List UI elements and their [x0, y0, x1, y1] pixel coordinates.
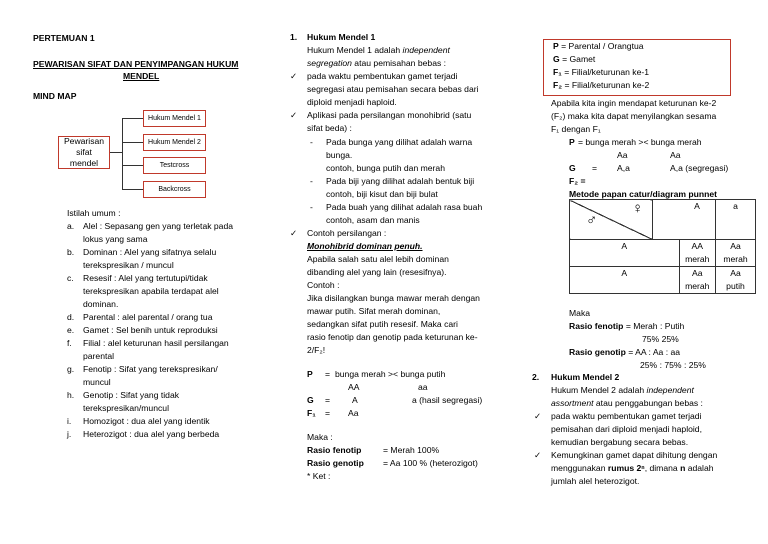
- punnet-cell: Aa merah: [679, 267, 716, 294]
- legend-item: F₁ = Filial/keturunan ke-1: [553, 67, 649, 77]
- definition-line: Hukum Mendel 2 adalah independent: [551, 385, 694, 395]
- mindmap-label: MIND MAP: [33, 91, 77, 101]
- dash-line: contoh, bunga putih dan merah: [326, 163, 445, 173]
- mindmap-connector: [122, 142, 143, 143]
- maka-label: Maka :: [307, 432, 333, 442]
- rasio-fenotip-percent: 75% 25%: [642, 334, 679, 344]
- punnet-col-header: a: [716, 200, 756, 240]
- punnet-spacer-cell: [653, 200, 680, 240]
- istilah-marker: j.: [67, 429, 72, 439]
- bullet-line: pada waktu pembentukan gamet terjadi: [307, 71, 458, 81]
- istilah-line: muncul: [83, 377, 111, 387]
- istilah-line: Dominan : Alel yang sifatnya selalu: [83, 247, 217, 257]
- dash-marker: -: [310, 202, 313, 212]
- mindmap-node-backcross: Backcross: [143, 181, 206, 198]
- intro-line: Apabila kita ingin mendapat keturunan ke-2: [551, 98, 717, 108]
- dash-marker: -: [310, 176, 313, 186]
- cross-gamete: a (hasil segregasi): [412, 395, 483, 405]
- cross-p-text: bunga merah >< bunga putih: [335, 369, 446, 379]
- cross-genotype: AA: [348, 382, 360, 392]
- dash-line: Pada buah yang dilihat adalah rasa buah: [326, 202, 483, 212]
- istilah-marker: g.: [67, 364, 75, 374]
- rasio-genotip-line: Rasio genotip = AA : Aa : aa: [569, 347, 681, 357]
- istilah-line: Resesif : Alel yang tertutupi/tidak: [83, 273, 208, 283]
- example-line: Contoh :: [307, 280, 340, 290]
- keterangan: * Ket :: [307, 471, 331, 481]
- dash-line: Pada bunga yang dilihat adalah warna: [326, 137, 473, 147]
- check-icon: ✓: [290, 228, 298, 238]
- rasio-genotip-percent: 25% : 75% : 25%: [640, 360, 706, 370]
- istilah-marker: b.: [67, 247, 75, 257]
- punnet-cell: Aa merah: [716, 240, 756, 267]
- bullet-line: pada waktu pembentukan gamet terjadi: [551, 411, 702, 421]
- cross2-genotype: Aa: [670, 150, 681, 160]
- female-symbol-icon: ♀: [632, 200, 644, 217]
- punnet-row-header: A: [570, 240, 680, 267]
- istilah-marker: a.: [67, 221, 75, 231]
- mindmap-node-testcross: Testcross: [143, 157, 206, 174]
- istilah-line: Gamet : Sel benih untuk reproduksi: [83, 325, 218, 335]
- dash-marker: -: [310, 137, 313, 147]
- cross2-g-label: G: [569, 163, 576, 173]
- example-line: rasio fenotip dan genotip pada keturunan ke-: [307, 332, 478, 342]
- cross-gamete: A: [352, 395, 358, 405]
- document-title: PEWARISAN SIFAT DAN PENYIMPANGAN HUKUM: [33, 59, 239, 69]
- istilah-line: Parental : alel parental / orang tua: [83, 312, 213, 322]
- cross-f1: Aa: [348, 408, 359, 418]
- istilah-line: parental: [83, 351, 115, 361]
- dash-line: contoh, biji kisut dan biji bulat: [326, 189, 438, 199]
- istilah-marker: c.: [67, 273, 74, 283]
- punnet-cell: AA merah: [679, 240, 716, 267]
- example-line: Apabila salah satu alel lebih dominan: [307, 254, 449, 264]
- maka-label: Maka: [569, 308, 591, 318]
- istilah-line: terekspresikan / muncul: [83, 260, 174, 270]
- male-symbol-icon: ♂: [586, 212, 598, 229]
- cross-f1-label: F₁: [307, 408, 316, 418]
- istilah-title: Istilah umum :: [67, 208, 121, 218]
- cross2-p-label: P: [569, 137, 575, 147]
- legend-item: P = Parental / Orangtua: [553, 41, 644, 51]
- example-line: 2/F₂!: [307, 345, 326, 355]
- check-icon: ✓: [290, 71, 298, 81]
- mindmap-connector: [122, 118, 143, 119]
- example-line: mawar putih. Sifat merah dominan,: [307, 306, 441, 316]
- check-icon: ✓: [534, 411, 542, 421]
- section-number: 1.: [290, 32, 298, 42]
- cross2-gamete: A,a (segregasi): [670, 163, 729, 173]
- check-icon: ✓: [290, 110, 298, 120]
- bullet-line: jumlah alel heterozigot.: [551, 476, 640, 486]
- cross-genotype: aa: [418, 382, 428, 392]
- mindmap-connector: [122, 118, 123, 190]
- istilah-line: Filial : alel keturunan hasil persilangan: [83, 338, 229, 348]
- istilah-line: dominan.: [83, 299, 119, 309]
- punnet-cell: Aa putih: [716, 267, 756, 294]
- cross2-genotype: Aa: [617, 150, 628, 160]
- cross-eq: =: [325, 395, 331, 405]
- cross-g-label: G: [307, 395, 314, 405]
- mindmap-node-hukum-mendel-2: Hukum Mendel 2: [143, 134, 206, 151]
- example-line: dibanding alel yang lain (resesifnya).: [307, 267, 447, 277]
- intro-line: F₁ dengan F₁: [551, 124, 601, 134]
- cross2-f2-label: F₂ =: [569, 176, 586, 186]
- example-line: Jika disilangkan bunga mawar merah dengan: [307, 293, 480, 303]
- punnet-corner-cell: [570, 200, 653, 240]
- mindmap-connector: [109, 152, 122, 153]
- mindmap-center-node: Pewarisan sifat mendel: [58, 136, 110, 169]
- definition-line: Hukum Mendel 1 adalah independent: [307, 45, 450, 55]
- bullet-line: segregasi atau pemisahan secara bebas dari: [307, 84, 479, 94]
- bullet-line: Kemungkinan gamet dapat dihitung dengan: [551, 450, 718, 460]
- punnet-title: Metode papan catur/diagram punnet: [569, 189, 718, 199]
- legend-item: G = Gamet: [553, 54, 596, 64]
- legend-box: [543, 39, 731, 96]
- mindmap-connector: [122, 189, 143, 190]
- istilah-line: Fenotip : Sifat yang terekspresikan/: [83, 364, 218, 374]
- punnet-row-header: A: [570, 267, 680, 294]
- section-title-hukum-mendel-2: Hukum Mendel 2: [551, 372, 620, 382]
- example-line: sedangkan sifat putih resesif. Maka cari: [307, 319, 458, 329]
- document-title-line2: MENDEL: [123, 71, 160, 81]
- bullet-line: menggunakan rumus 2ⁿ, dimana n adalah: [551, 463, 714, 473]
- istilah-line: Homozigot : dua alel yang identik: [83, 416, 210, 426]
- istilah-line: Genotip : Sifat yang tidak: [83, 390, 180, 400]
- legend-item: F₂ = Filial/keturunan ke-2: [553, 80, 650, 90]
- rasio-fenotip-label: Rasio fenotip: [307, 445, 362, 455]
- example-title: Monohibrid dominan penuh.: [307, 241, 423, 251]
- cross2-eq: =: [592, 163, 598, 173]
- mindmap-connector: [122, 165, 143, 166]
- section-number: 2.: [532, 372, 540, 382]
- bullet-line: Aplikasi pada persilangan monohibrid (satu: [307, 110, 472, 120]
- istilah-marker: i.: [67, 416, 72, 426]
- dash-line: bunga.: [326, 150, 353, 160]
- rasio-fenotip-value: = Merah 100%: [383, 445, 440, 455]
- punnet-col-header: A: [679, 200, 716, 240]
- bullet-line: pemisahan dari diploid menjadi haploid,: [551, 424, 702, 434]
- bullet-line: diploid menjadi haploid.: [307, 97, 397, 107]
- lesson-heading: PERTEMUAN 1: [33, 33, 95, 43]
- definition-line: segregation atau pemisahan bebas :: [307, 58, 447, 68]
- istilah-line: terekspresikan/muncul: [83, 403, 169, 413]
- cross-eq: =: [325, 408, 331, 418]
- rasio-genotip-label: Rasio genotip: [307, 458, 364, 468]
- punnet-square: [569, 199, 756, 294]
- rasio-fenotip-line: Rasio fenotip = Merah : Putih: [569, 321, 685, 331]
- mindmap-node-hukum-mendel-1: Hukum Mendel 1: [143, 110, 206, 127]
- istilah-line: Alel : Sepasang gen yang terletak pada: [83, 221, 234, 231]
- rasio-genotip-value: = Aa 100 % (heterozigot): [383, 458, 478, 468]
- istilah-line: terekspresikan apabila terdapat alel: [83, 286, 219, 296]
- bullet-line: Contoh persilangan :: [307, 228, 387, 238]
- cross2-p-text: = bunga merah >< bunga merah: [578, 137, 702, 147]
- cross-eq: =: [325, 369, 331, 379]
- istilah-marker: e.: [67, 325, 75, 335]
- bullet-line: kemudian bergabung secara bebas.: [551, 437, 689, 447]
- cross2-gamete: A,a: [617, 163, 630, 173]
- definition-line: assortment atau penggabungan bebas :: [551, 398, 703, 408]
- dash-line: contoh, asam dan manis: [326, 215, 420, 225]
- dash-line: Pada biji yang dilihat adalah bentuk biji: [326, 176, 475, 186]
- section-title-hukum-mendel-1: Hukum Mendel 1: [307, 32, 376, 42]
- intro-line: (F₂) maka kita dapat menyilangkan sesama: [551, 111, 717, 121]
- bullet-line: sifat beda) :: [307, 123, 352, 133]
- istilah-line: lokus yang sama: [83, 234, 148, 244]
- istilah-marker: h.: [67, 390, 75, 400]
- check-icon: ✓: [534, 450, 542, 460]
- cross-p-label: P: [307, 369, 313, 379]
- istilah-marker: f.: [67, 338, 72, 348]
- istilah-line: Heterozigot : dua alel yang berbeda: [83, 429, 220, 439]
- istilah-marker: d.: [67, 312, 75, 322]
